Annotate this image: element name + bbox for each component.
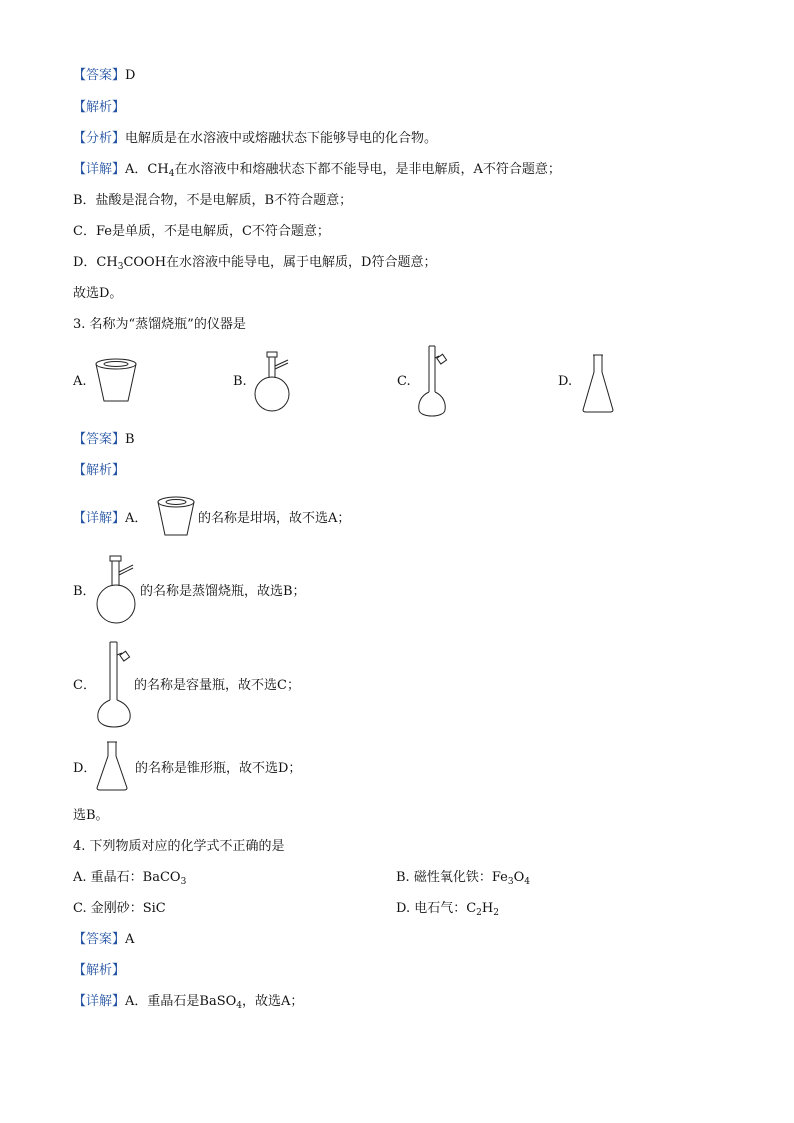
analysis-tag: 【解析】 (73, 963, 126, 978)
distillation-flask-icon (97, 554, 139, 626)
subscript: 2 (493, 908, 499, 918)
answer-tag: 【答案】 (73, 432, 126, 447)
subscript: 4 (524, 877, 530, 887)
erlenmeyer-flask-icon (93, 740, 133, 792)
q3-detail-d-label: D． (73, 761, 97, 776)
detail-tag: 【详解】 (73, 994, 126, 1009)
option-b-text: B. 磁性氧化铁：Fe (396, 870, 508, 885)
subscript: 2 (476, 908, 482, 918)
option-b-mid: O (513, 870, 525, 885)
subscript: 3 (117, 262, 124, 272)
q3-detail-c-label: C． (73, 678, 96, 693)
distillation-flask-icon (255, 350, 295, 414)
q3-analysis-heading (73, 462, 125, 480)
q4-option-c: C. 金刚砂：SiC (73, 901, 166, 916)
q4-option-d (396, 900, 499, 918)
q3-option-b-label: B. (233, 374, 247, 389)
q2-detail-b: B．盐酸是混合物，不是电解质，B不符合题意； (73, 193, 353, 208)
q3-answer-line (73, 431, 135, 449)
answer-value: B (125, 432, 135, 447)
detail-tag: 【详解】 (73, 162, 126, 177)
detail-a-post: ，故选A； (242, 994, 304, 1009)
q3-detail-a (73, 510, 147, 528)
fenxi-tag: 【分析】 (73, 131, 126, 146)
detail-a-pre: A．CH (125, 162, 169, 177)
detail-d-pre: D．CH (73, 255, 118, 270)
q2-conclusion: 故选D。 (73, 286, 123, 301)
fenxi-text: 电解质是在水溶液中或熔融状态下能够导电的化合物。 (125, 131, 438, 146)
q3-detail-b-label: B． (73, 584, 96, 599)
q4-answer-line (73, 931, 134, 949)
q3-detail-a-text: 的名称是坩埚，故不选A； (198, 511, 351, 526)
q2-detail-d (73, 254, 436, 272)
answer-tag: 【答案】 (73, 932, 126, 947)
subscript: 3 (507, 877, 514, 887)
option-d-text: D. 电石气：C (396, 901, 477, 916)
subscript: 4 (168, 169, 175, 179)
q4-option-a (73, 869, 186, 887)
option-a-text: A. 重晶石：BaCO (73, 870, 181, 885)
crucible-icon (94, 358, 140, 404)
q3-conclusion: 选B。 (73, 808, 109, 823)
subscript: 4 (236, 1001, 243, 1011)
detail-a-label: A． (125, 511, 148, 526)
q2-detail-a (73, 161, 561, 179)
q3-detail-c-text: 的名称是容量瓶，故不选C； (134, 678, 300, 693)
q4-analysis-heading (73, 962, 125, 980)
detail-a-pre: A．重晶石是BaSO (125, 994, 237, 1009)
volumetric-flask-icon (416, 344, 452, 420)
q3-option-d-label: D. (558, 374, 573, 389)
detail-a-post: 在水溶液中和熔融状态下都不能导电，是非电解质，A不符合题意； (174, 162, 561, 177)
detail-d-post: COOH在水溶液中能导电，属于电解质，D符合题意； (123, 255, 437, 270)
q4-detail-a (73, 993, 303, 1011)
volumetric-flask-icon (95, 640, 135, 732)
q4-stem: 4. 下列物质对应的化学式不正确的是 (73, 839, 285, 854)
q3-detail-d-text: 的名称是锥形瓶，故不选D； (135, 761, 302, 776)
answer-value: A (125, 932, 135, 947)
subscript: 3 (180, 877, 187, 887)
q3-option-a-label: A. (73, 374, 87, 389)
q4-option-b (396, 869, 530, 887)
erlenmeyer-flask-icon (580, 352, 620, 414)
analysis-tag: 【解析】 (73, 100, 126, 115)
crucible-icon (156, 496, 196, 538)
q3-stem: 3. 名称为“蒸馏烧瓶”的仪器是 (73, 317, 246, 332)
detail-tag: 【详解】 (73, 511, 126, 526)
q3-detail-b-text: 的名称是蒸馏烧瓶，故选B； (140, 584, 306, 599)
answer-tag: 【答案】 (73, 68, 126, 83)
q2-analysis-heading (73, 99, 125, 117)
q2-detail-c: C．Fe是单质，不是电解质，C不符合题意； (73, 224, 330, 239)
q3-option-c-label: C. (397, 374, 411, 389)
answer-value: D (125, 68, 136, 83)
option-d-mid: H (481, 901, 494, 916)
analysis-tag: 【解析】 (73, 463, 126, 478)
q2-fenxi-line (73, 130, 437, 148)
q2-answer-line (73, 67, 135, 85)
